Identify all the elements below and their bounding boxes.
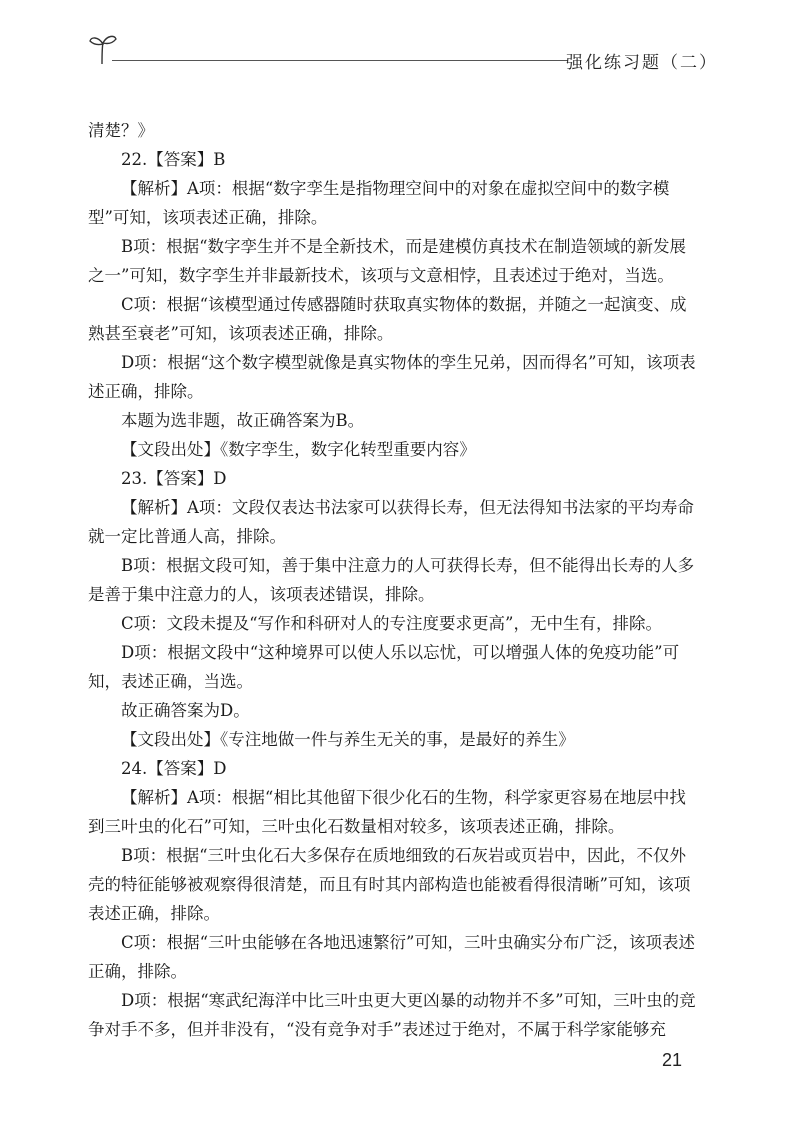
paragraph: 本题为选非题，故正确答案为B。 <box>121 411 365 430</box>
source-line: 【文段出处】《数字孪生，数字化转型重要内容》 <box>121 440 476 459</box>
paragraph: D项：根据“这个数字模型就像是真实物体的孪生兄弟，因而得名”可知，该项表述正确，排除。 <box>88 353 696 401</box>
paragraph: D项：根据“寒武纪海洋中比三叶虫更大更凶暴的动物并不多”可知，三叶虫的竞争对手不多，但并非没有，“没有竞争对手”表述过于绝对，不属于科学家能够充 <box>88 991 696 1039</box>
paragraph: 【解析】A项：根据“数字孪生是指物理空间中的对象在虚拟空间中的数字模型”可知，该项表述正确，排除。 <box>88 179 670 227</box>
answer-explanations <box>88 116 696 1044</box>
answer-heading: 24.【答案】D <box>121 759 227 778</box>
paragraph: 【解析】A项：文段仅表达书法家可以获得长寿，但无法得知书法家的平均寿命就一定比普通人高，排除。 <box>88 498 694 546</box>
paragraph: B项：根据“三叶虫化石大多保存在质地细致的石灰岩或页岩中，因此，不仅外壳的特征能够被观察得很清楚，而且有时其内部构造也能被看得很清晰”可知，该项表述正确，排除。 <box>88 846 691 923</box>
answer-heading: 22.【答案】B <box>121 150 226 169</box>
paragraph: C项：根据“三叶虫能够在各地迅速繁衍”可知，三叶虫确实分布广泛，该项表述正确，排除。 <box>88 933 695 981</box>
page-number: 21 <box>662 1050 683 1070</box>
paragraph: 【解析】A项：根据“相比其他留下很少化石的生物，科学家更容易在地层中找到三叶虫的化石”可知，三叶虫化石数量相对较多，该项表述正确，排除。 <box>88 788 686 836</box>
chapter-title: 强化练习题（二） <box>566 53 718 73</box>
paragraph: B项：根据“数字孪生并不是全新技术，而是建模仿真技术在制造领域的新发展之一”可知，数字孪生并非最新技术，该项与文意相悖，且表述过于绝对，当选。 <box>88 237 687 285</box>
header-divider <box>112 60 568 61</box>
paragraph: C项：根据“该模型通过传感器随时获取真实物体的数据，并随之一起演变、成熟甚至衰老”可知，该项表述正确，排除。 <box>88 295 687 343</box>
answer-heading: 23.【答案】D <box>121 469 227 488</box>
paragraph: B项：根据文段可知，善于集中注意力的人可获得长寿，但不能得出长寿的人多是善于集中注意力的人，该项表述错误，排除。 <box>88 556 695 604</box>
paragraph: D项：根据文段中“这种境界可以使人乐以忘忧，可以增强人体的免疫功能”可知，表述正确，当选。 <box>88 643 680 691</box>
page-header <box>88 32 718 72</box>
paragraph: 清楚？》 <box>88 121 154 140</box>
paragraph: C项：文段未提及“写作和科研对人的专注度要求更高”，无中生有，排除。 <box>121 614 662 633</box>
paragraph: 故正确答案为D。 <box>121 701 250 720</box>
source-line: 【文段出处】《专注地做一件与养生无关的事，是最好的养生》 <box>121 730 575 749</box>
